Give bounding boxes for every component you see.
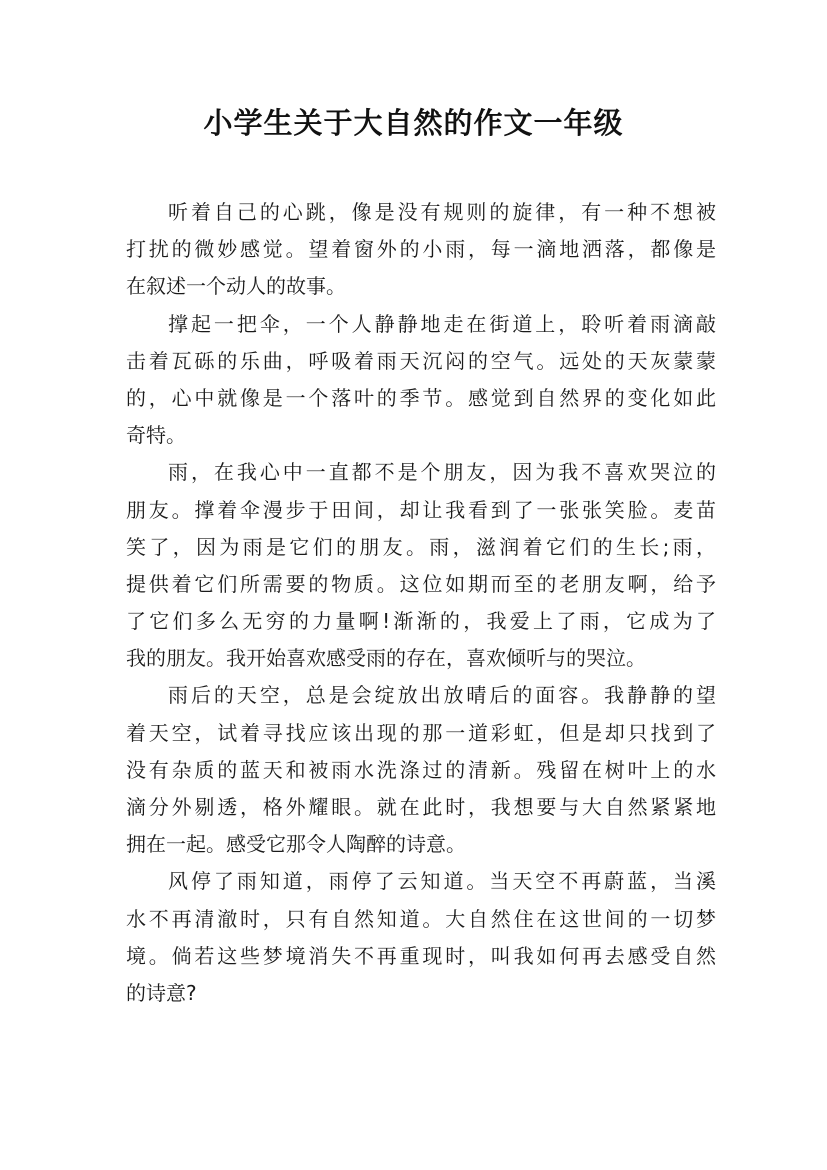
paragraph-line: 在叙述一个动人的故事。 [126,274,346,299]
paragraph-line: 我的朋友。我开始喜欢感受雨的存在，喜欢倾听与的哭泣。 [126,646,646,671]
paragraph-line: 雨，在我心中一直都不是个朋友，因为我不喜欢哭泣的 [168,460,716,485]
paragraph-line: 的，心中就像是一个落叶的季节。感觉到自然界的变化如此 [126,385,716,410]
essay-paragraph [126,306,716,455]
essay-paragraph [126,677,716,863]
paragraph-line: 了它们多么无穷的力量啊!渐渐的，我爱上了雨，它成为了 [126,609,716,634]
paragraph-line: 笑了，因为雨是它们的朋友。雨，滋润着它们的生长;雨， [126,534,716,559]
essay-paragraph [126,863,716,1012]
paragraph-line: 滴分外剔透，格外耀眼。就在此时，我想要与大自然紧紧地 [126,795,716,819]
paragraph-line: 没有杂质的蓝天和被雨水洗涤过的清新。残留在树叶上的水 [126,757,716,782]
paragraph-line: 雨后的天空，总是会绽放出放晴后的面容。我静静的望 [168,683,716,708]
paragraph-line: 境。倘若这些梦境消失不再重现时，叫我如何再去感受自然 [126,943,716,968]
essay-body [126,194,716,1012]
paragraph-line: 着天空，试着寻找应该出现的那一道彩虹，但是却只找到了 [126,720,716,745]
paragraph-line: 打扰的微妙感觉。望着窗外的小雨，每一滴地洒落，都像是 [126,237,716,262]
paragraph-line: 风停了雨知道，雨停了云知道。当天空不再蔚蓝，当溪 [168,869,716,894]
paragraph-line: 的诗意? [126,980,197,1005]
document-title: 小学生关于大自然的作文一年级 [203,106,624,140]
essay-paragraph [126,194,716,306]
paragraph-line: 撑起一把伞，一个人静静地走在街道上，聆听着雨滴敲 [168,311,716,336]
essay-paragraph [126,454,716,677]
paragraph-line: 拥在一起。感受它那令人陶醉的诗意。 [126,832,466,857]
paragraph-line: 提供着它们所需要的物质。这位如期而至的老朋友啊，给予 [126,571,716,596]
paragraph-line: 击着瓦砾的乐曲，呼吸着雨天沉闷的空气。远处的天灰蒙蒙 [126,348,716,373]
paragraph-line: 朋友。撑着伞漫步于田间，却让我看到了一张张笑脸。麦苗 [126,497,716,522]
paragraph-line: 听着自己的心跳，像是没有规则的旋律，有一种不想被 [168,200,716,224]
paragraph-line: 奇特。 [126,423,186,448]
paragraph-line: 水不再清澈时，只有自然知道。大自然住在这世间的一切梦 [126,906,716,931]
